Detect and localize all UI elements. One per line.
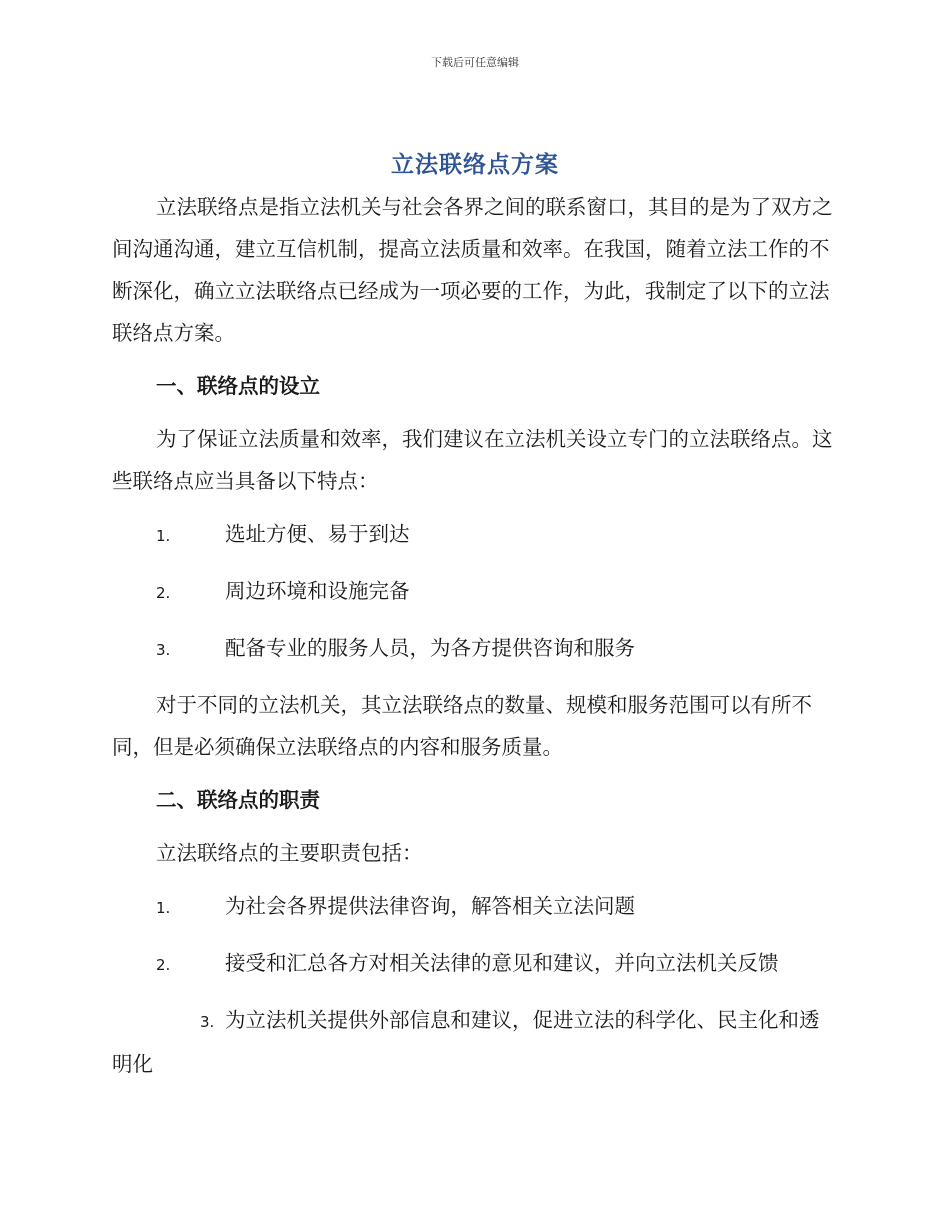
document-title: 立法联络点方案 xyxy=(391,152,559,178)
list-number: 1. xyxy=(156,899,171,917)
list-text: 接受和汇总各方对相关法律的意见和建议，并向立法机关反馈 xyxy=(225,951,779,975)
list-item xyxy=(112,885,836,929)
list-number: 3. xyxy=(156,641,171,659)
list-item xyxy=(112,627,836,671)
page-header: 下载后可任意编辑 xyxy=(431,56,519,69)
list-number: 1. xyxy=(156,527,171,545)
section2-paragraph-1: 立法联络点的主要职责包括： xyxy=(156,841,423,865)
section1-paragraph-1: 为了保证立法质量和效率，我们建议在立法机关设立专门的立法联络点。这些联络点应当具备以下特点： xyxy=(112,427,833,493)
list-number: 2. xyxy=(156,584,171,602)
list-text: 为立法机关提供外部信息和建议，促进立法的科学化、民主化和透明化 xyxy=(112,1008,820,1076)
list-item xyxy=(112,999,836,1085)
list-item xyxy=(112,570,836,614)
intro-paragraph: 立法联络点是指立法机关与社会各界之间的联系窗口，其目的是为了双方之间沟通沟通，建立互信机制，提高立法质量和效率。在我国，随着立法工作的不断深化，确立立法联络点已经成为一项必要的工作，为此，我制定了以下的立法联络点方案。 xyxy=(112,195,833,345)
section-heading-establishment: 一、联络点的设立 xyxy=(156,374,320,398)
list-text: 配备专业的服务人员，为各方提供咨询和服务 xyxy=(225,636,635,660)
list-item xyxy=(112,942,836,986)
list-item xyxy=(112,513,836,557)
list-number: 3. xyxy=(200,1013,215,1031)
section-heading-duties: 二、联络点的职责 xyxy=(156,788,320,812)
list-text: 周边环境和设施完备 xyxy=(225,579,410,603)
list-text: 选址方便、易于到达 xyxy=(225,522,410,546)
list-text: 为社会各界提供法律咨询，解答相关立法问题 xyxy=(225,894,635,918)
document-body xyxy=(112,186,836,1098)
list-number: 2. xyxy=(156,956,171,974)
section1-paragraph-2: 对于不同的立法机关，其立法联络点的数量、规模和服务范围可以有所不同，但是必须确保立法联络点的内容和服务质量。 xyxy=(112,693,812,759)
